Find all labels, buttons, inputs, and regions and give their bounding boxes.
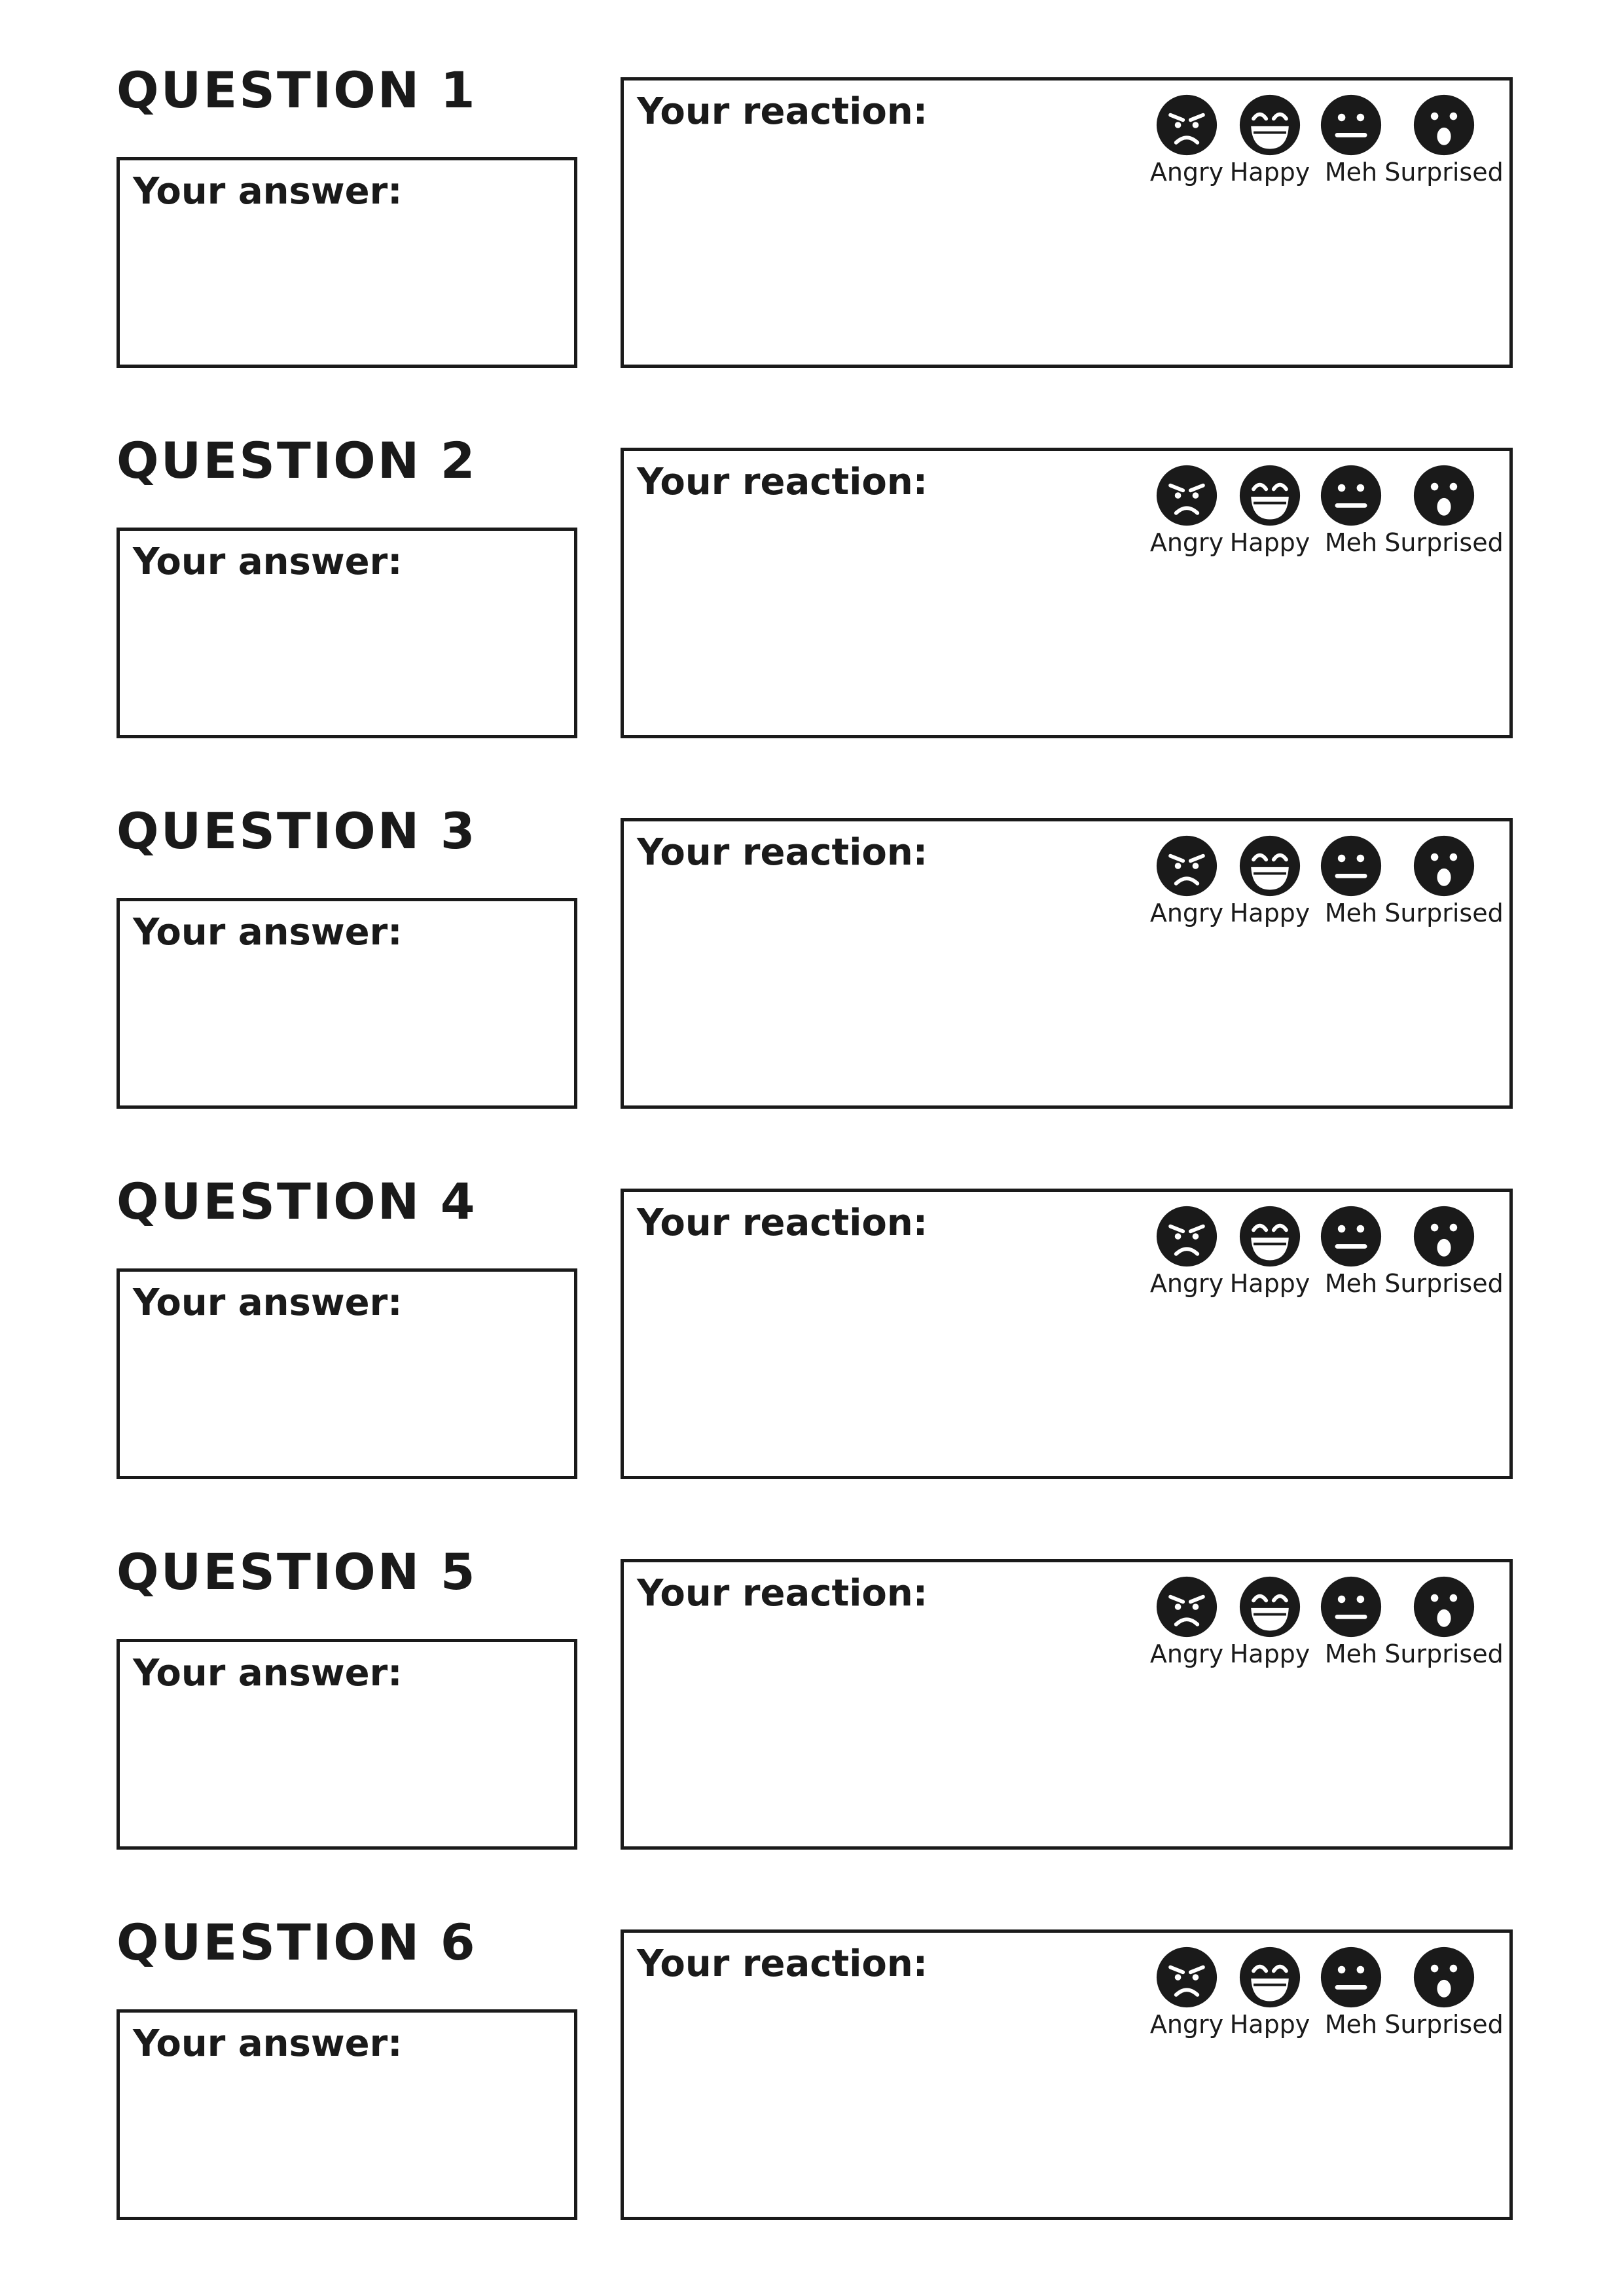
- question-title: QUESTION 3: [117, 802, 477, 860]
- reaction-box[interactable]: [621, 1559, 1513, 1850]
- reaction-label: Your reaction:: [637, 461, 928, 503]
- reaction-option-surprised[interactable]: [1382, 1575, 1506, 1668]
- reaction-label-angry: Angry: [1149, 2010, 1224, 2039]
- reaction-label-happy: Happy: [1229, 158, 1310, 187]
- reaction-label-meh: Meh: [1324, 158, 1378, 187]
- reaction-option-surprised[interactable]: [1382, 1205, 1506, 1298]
- reaction-option-surprised[interactable]: [1382, 464, 1506, 557]
- angry-face-icon: [1155, 94, 1218, 156]
- question-title: QUESTION 6: [117, 1913, 477, 1971]
- reaction-label-surprised: Surprised: [1384, 899, 1504, 927]
- neutral-face-icon: [1320, 1575, 1382, 1638]
- answer-label: Your answer:: [133, 1282, 403, 1324]
- answer-label: Your answer:: [133, 170, 403, 213]
- reaction-label-angry: Angry: [1149, 1269, 1224, 1298]
- question-title: QUESTION 4: [117, 1172, 477, 1230]
- reaction-label-meh: Meh: [1324, 2010, 1378, 2039]
- happy-face-icon: [1238, 1575, 1301, 1638]
- question-block-4: [0, 1111, 1624, 1478]
- surprised-face-icon: [1413, 834, 1475, 897]
- question-title: QUESTION 2: [117, 431, 477, 490]
- reaction-label-meh: Meh: [1324, 528, 1378, 557]
- reaction-box[interactable]: [621, 1189, 1513, 1479]
- reaction-label-happy: Happy: [1229, 528, 1310, 557]
- reaction-label-surprised: Surprised: [1384, 158, 1504, 187]
- question-block-3: [0, 741, 1624, 1107]
- reaction-box[interactable]: [621, 818, 1513, 1109]
- reaction-box[interactable]: [621, 1929, 1513, 2220]
- reaction-label-surprised: Surprised: [1384, 528, 1504, 557]
- question-block-6: [0, 1852, 1624, 2219]
- reaction-label: Your reaction:: [637, 90, 928, 133]
- surprised-face-icon: [1413, 1946, 1475, 2009]
- reaction-label-happy: Happy: [1229, 1269, 1310, 1298]
- neutral-face-icon: [1320, 1946, 1382, 2009]
- reaction-label: Your reaction:: [637, 1943, 928, 1985]
- reaction-label-surprised: Surprised: [1384, 2010, 1504, 2039]
- answer-box[interactable]: [117, 1268, 577, 1479]
- reaction-option-surprised[interactable]: [1382, 1946, 1506, 2039]
- reaction-label-angry: Angry: [1149, 528, 1224, 557]
- neutral-face-icon: [1320, 464, 1382, 527]
- neutral-face-icon: [1320, 1205, 1382, 1268]
- reaction-label: Your reaction:: [637, 1202, 928, 1244]
- reaction-label-happy: Happy: [1229, 899, 1310, 927]
- reaction-label-angry: Angry: [1149, 158, 1224, 187]
- reaction-label: Your reaction:: [637, 831, 928, 874]
- surprised-face-icon: [1413, 94, 1475, 156]
- reaction-label-surprised: Surprised: [1384, 1640, 1504, 1668]
- angry-face-icon: [1155, 1946, 1218, 2009]
- answer-label: Your answer:: [133, 2022, 403, 2065]
- question-title: QUESTION 5: [117, 1543, 477, 1601]
- question-block-5: [0, 1482, 1624, 1848]
- reaction-label-surprised: Surprised: [1384, 1269, 1504, 1298]
- happy-face-icon: [1238, 1205, 1301, 1268]
- reaction-label-meh: Meh: [1324, 899, 1378, 927]
- answer-box[interactable]: [117, 2009, 577, 2220]
- reaction-box[interactable]: [621, 77, 1513, 368]
- answer-box[interactable]: [117, 898, 577, 1109]
- question-block-2: [0, 370, 1624, 737]
- neutral-face-icon: [1320, 94, 1382, 156]
- answer-label: Your answer:: [133, 541, 403, 583]
- angry-face-icon: [1155, 834, 1218, 897]
- reaction-option-surprised[interactable]: [1382, 834, 1506, 927]
- angry-face-icon: [1155, 1575, 1218, 1638]
- happy-face-icon: [1238, 1946, 1301, 2009]
- reaction-label-angry: Angry: [1149, 1640, 1224, 1668]
- happy-face-icon: [1238, 834, 1301, 897]
- reaction-option-surprised[interactable]: [1382, 94, 1506, 187]
- surprised-face-icon: [1413, 1205, 1475, 1268]
- reaction-box[interactable]: [621, 448, 1513, 738]
- surprised-face-icon: [1413, 464, 1475, 527]
- reaction-label-happy: Happy: [1229, 1640, 1310, 1668]
- surprised-face-icon: [1413, 1575, 1475, 1638]
- angry-face-icon: [1155, 1205, 1218, 1268]
- answer-label: Your answer:: [133, 911, 403, 954]
- reaction-label-happy: Happy: [1229, 2010, 1310, 2039]
- reaction-label-angry: Angry: [1149, 899, 1224, 927]
- happy-face-icon: [1238, 94, 1301, 156]
- happy-face-icon: [1238, 464, 1301, 527]
- question-block-1: [0, 0, 1624, 367]
- answer-box[interactable]: [117, 1639, 577, 1850]
- angry-face-icon: [1155, 464, 1218, 527]
- question-title: QUESTION 1: [117, 61, 477, 119]
- reaction-label: Your reaction:: [637, 1572, 928, 1615]
- neutral-face-icon: [1320, 834, 1382, 897]
- answer-box[interactable]: [117, 528, 577, 738]
- reaction-label-meh: Meh: [1324, 1640, 1378, 1668]
- answer-label: Your answer:: [133, 1652, 403, 1695]
- answer-box[interactable]: [117, 157, 577, 368]
- reaction-label-meh: Meh: [1324, 1269, 1378, 1298]
